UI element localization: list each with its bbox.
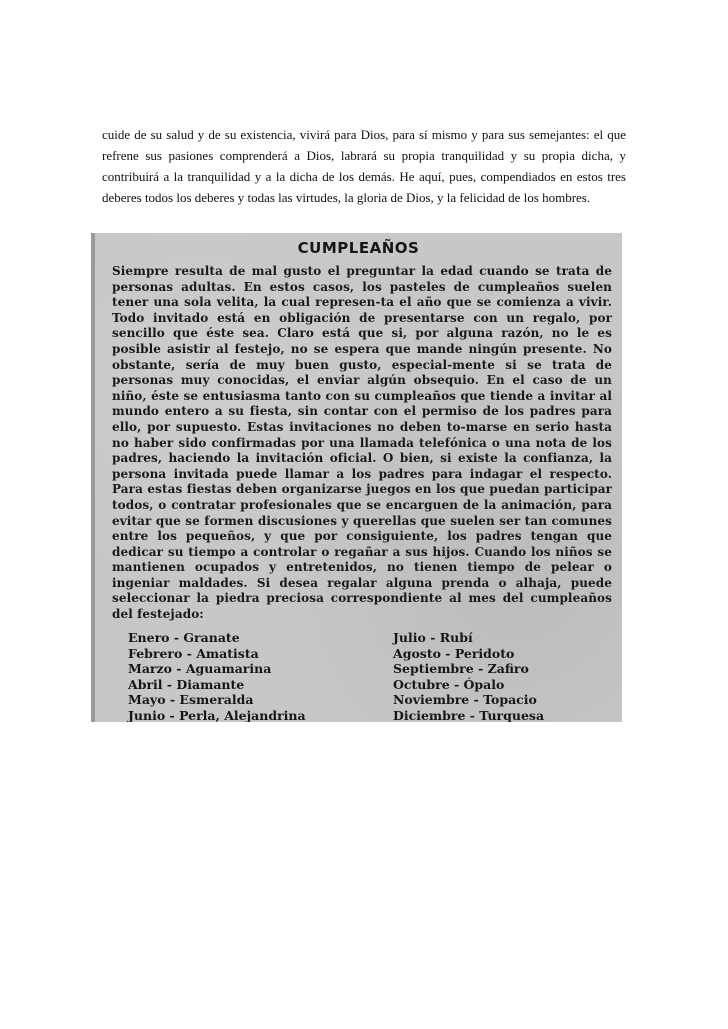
birthstone-item: Septiembre - Zafiro <box>393 661 529 677</box>
birthstone-list <box>128 630 598 722</box>
birthstone-item: Enero - Granate <box>128 630 240 645</box>
intro-paragraph: cuide de su salud y de su existencia, vivirá para Dios, para sí mismo y para sus semejantes: el que refrene sus pasiones comprenderá a Dios, labrará su propia tranquilidad y su propia dicha, y contribuirá a la tranquilidad y a la dicha de los demás. He aquí, pues, compendiados en estos tres deberes todos los deberes y todas las virtudes, la gloria de Dios, y la felicidad de los hombres. <box>102 127 626 205</box>
birthstone-item: Marzo - Aguamarina <box>128 661 272 677</box>
birthstone-item: Mayo - Esmeralda <box>128 692 254 708</box>
birthstone-item: Diciembre - Turquesa <box>393 707 545 722</box>
birthstone-column-right <box>393 630 598 722</box>
birthstone-item: Julio - Rubí <box>393 630 473 645</box>
scanned-article-image <box>91 233 622 722</box>
birthstone-item: Junio - Perla, Alejandrina <box>128 707 306 722</box>
article-title: CUMPLEAÑOS <box>297 239 420 257</box>
birthstone-item: Febrero - Amatista <box>128 645 259 661</box>
birthstone-item: Agosto - Peridoto <box>393 645 515 661</box>
birthstone-item: Octubre - Ópalo <box>393 676 505 692</box>
article-body: Siempre resulta de mal gusto el preguntar la edad cuando se trata de personas adultas. En estos casos, los pasteles de cumpleaños suelen tener una sola velita, la cual represen-ta el año que se comienza a vivir. Todo invitado está en obligación de presentarse con un regalo, por sencillo que éste sea. Claro está que si, por alguna razón, no le es posible asistir al festejo, no se espera que mande ningún presente. No obstante, sería de muy buen gusto, especial-mente si se trata de personas muy conocidas, el enviar algún obsequio. En el caso de un niño, éste se entusiasma tanto con su cumpleaños que tiende a invitar al mundo entero a su fiesta, sin contar con el permiso de los padres para ello, por supuesto. Estas invitaciones no deben to-marse en serio hasta no haber sido confirmadas por una llamada telefónica o una nota de los padres, haciendo la invitación oficial. O bien, si existe la confianza, la persona invitada puede llamar a los padres para indagar el respecto. Para estas fiestas deben organizarse juegos en los que puedan participar todos, o contratar profesionales que se encarguen de la animación, para evitar que se formen discusiones y querellas que suelen ser tan comunes entre los pequeños, y que por consiguiente, los padres tengan que dedicar su tiempo a controlar o regañar a sus hijos. Cuando los niños se mantienen ocupados y entretenidos, no tienen tiempo de pelear o ingeniar maldades. Si desea regalar alguna prenda o alhaja, puede seleccionar la piedra preciosa correspondiente al mes del cumpleaños del festejado: <box>112 264 612 622</box>
birthstone-column-left <box>128 630 358 722</box>
birthstone-item: Abril - Diamante <box>128 676 245 692</box>
birthstone-item: Noviembre - Topacio <box>393 692 537 708</box>
